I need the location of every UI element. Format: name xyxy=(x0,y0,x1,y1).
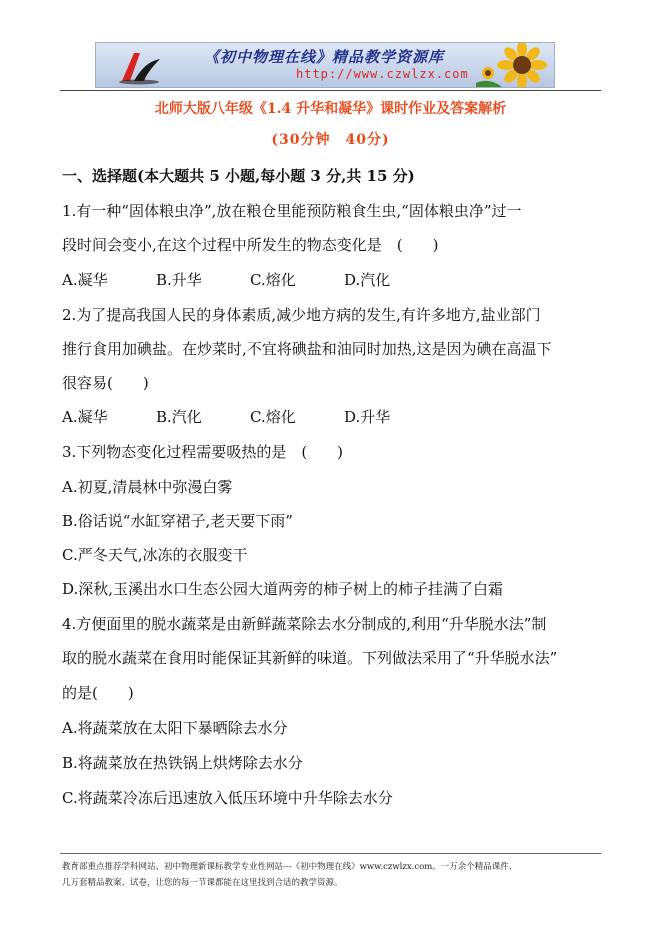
page-subtitle: (30分钟 40分) xyxy=(271,132,390,148)
question-4-option-a: A.将蔬菜放在太阳下暴晒除去水分 xyxy=(62,719,288,737)
option-d: D.汽化 xyxy=(344,271,391,289)
question-2-line-2: 推行食用加碘盐。在炒菜时,不宜将碘盐和油同时加热,这是因为碘在高温下 xyxy=(62,340,552,358)
banner-url[interactable]: http://www.czwlzx.com xyxy=(296,67,469,81)
question-4-line-3: 的是( ) xyxy=(62,684,134,702)
question-2-line-3: 很容易( ) xyxy=(62,374,149,392)
option-c: C.熔化 xyxy=(250,408,296,426)
question-2-line-1: 2.为了提高我国人民的身体素质,减少地方病的发生,有许多地方,盐业部门 xyxy=(62,306,541,324)
question-4-line-2: 取的脱水蔬菜在食用时能保证其新鲜的味道。下列做法采用了“升华脱水法” xyxy=(62,649,558,667)
footer-line-2: 几万套精品教案、试卷，让您的每一节课都能在这里找到合适的教学资源。 xyxy=(62,878,343,888)
option-c: C.熔化 xyxy=(250,271,296,289)
question-3-option-c: C.严冬天气,冰冻的衣服变干 xyxy=(62,546,248,564)
footer-line-1: 教育部重点推荐学科网站、初中物理新课标教学专业性网站---《初中物理在线》www.czwlzx.com。一万余个精品课件、 xyxy=(62,862,518,872)
question-4-option-c: C.将蔬菜冷冻后迅速放入低压环境中升华除去水分 xyxy=(62,789,393,807)
question-4-line-1: 4.方便面里的脱水蔬菜是由新鲜蔬菜除去水分制成的,利用“升华脱水法”制 xyxy=(62,615,547,633)
banner-title: 《初中物理在线》精品教学资源库 xyxy=(204,48,445,66)
question-3-option-a: A.初夏,清晨林中弥漫白雾 xyxy=(62,478,233,496)
sunflower-icon xyxy=(476,43,552,87)
option-d: D.升华 xyxy=(344,408,391,426)
option-b: B.汽化 xyxy=(156,408,202,426)
question-3-line-1: 3.下列物态变化过程需要吸热的是 ( ) xyxy=(62,443,344,461)
question-4-option-b: B.将蔬菜放在热铁锅上烘烤除去水分 xyxy=(62,754,303,772)
option-b: B.升华 xyxy=(156,271,202,289)
section-heading: 一、选择题(本大题共 5 小题,每小题 3 分,共 15 分) xyxy=(62,167,415,185)
question-2-options xyxy=(62,406,438,427)
site-logo-icon xyxy=(116,47,162,85)
site-banner xyxy=(95,42,555,88)
header-divider xyxy=(60,90,601,91)
footer-divider xyxy=(60,853,601,854)
question-3-option-d: D.深秋,玉溪出水口生态公园大道两旁的柿子树上的柿子挂满了白霜 xyxy=(62,580,504,598)
option-a: A.凝华 xyxy=(62,408,108,426)
page-title: 北师大版八年级《1.4 升华和凝华》课时作业及答案解析 xyxy=(154,101,507,117)
option-a: A.凝华 xyxy=(62,271,108,289)
question-3-option-b: B.俗话说“水缸穿裙子,老天要下雨” xyxy=(62,512,293,530)
question-1-line-1: 1.有一种“固体粮虫净”,放在粮仓里能预防粮食生虫,“固体粮虫净”过一 xyxy=(62,202,522,220)
question-1-options xyxy=(62,269,438,290)
question-1-line-2: 段时间会变小,在这个过程中所发生的物态变化是 ( ) xyxy=(62,236,439,254)
